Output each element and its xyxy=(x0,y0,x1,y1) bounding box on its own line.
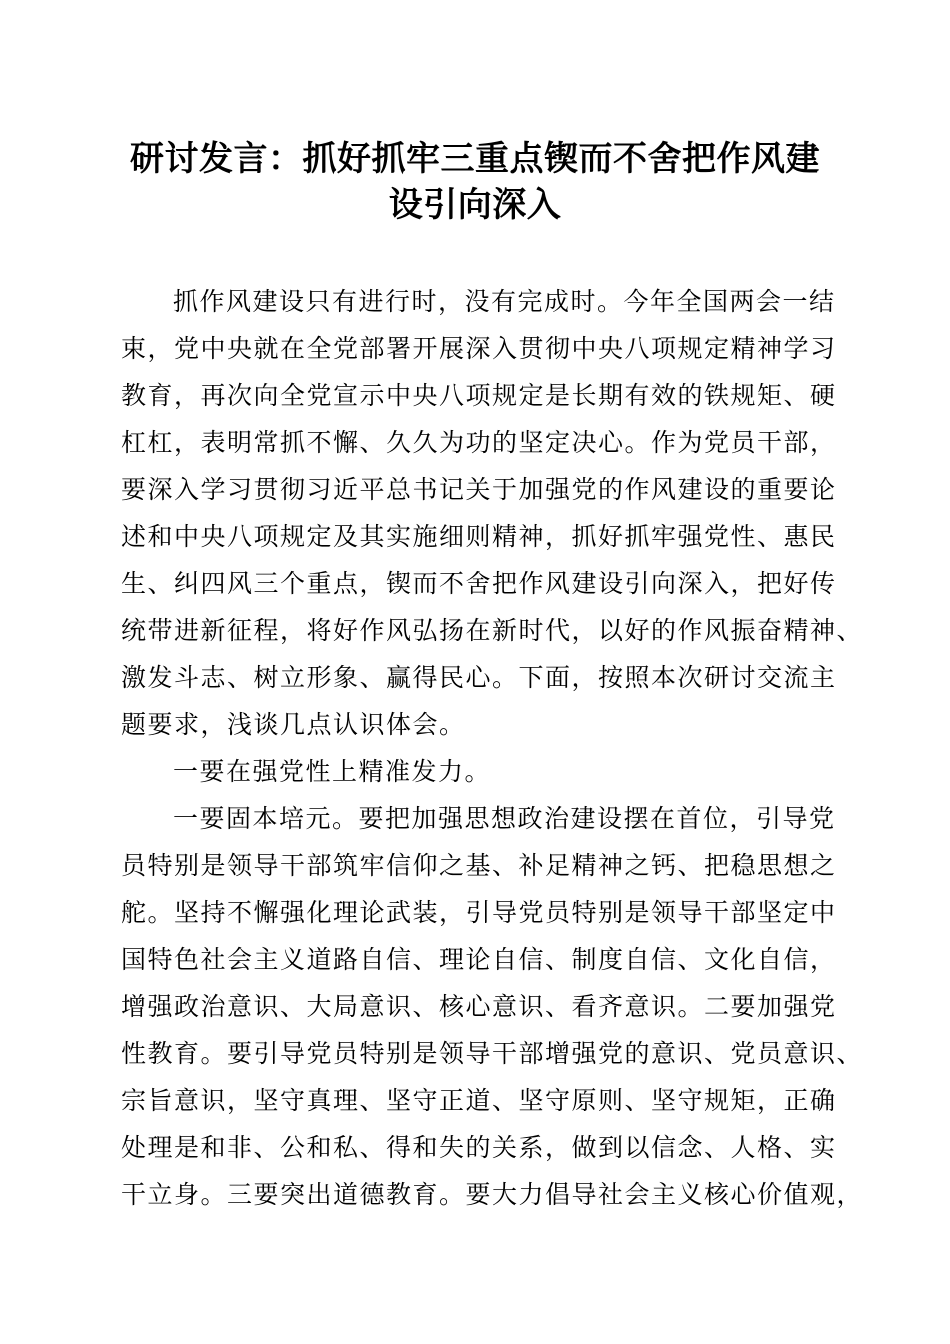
body-line: 一要固本培元。要把加强思想政治建设摆在首位，引导党 xyxy=(173,804,836,833)
body-line: 增强政治意识、大局意识、核心意识、看齐意识。二要加强党 xyxy=(121,992,837,1021)
section-heading: 一要在强党性上精准发力。 xyxy=(173,757,492,786)
body-line: 国特色社会主义道路自信、理论自信、制度自信、文化自信， xyxy=(121,945,837,974)
body-line: 题要求，浅谈几点认识体会。 xyxy=(121,710,466,739)
body-line: 处理是和非、公和私、得和失的关系，做到以信念、人格、实 xyxy=(121,1133,837,1162)
body-line: 要深入学习贯彻习近平总书记关于加强党的作风建设的重要论 xyxy=(121,475,837,504)
body-line: 统带进新征程，将好作风弘扬在新时代，以好的作风振奋精神、 xyxy=(121,616,864,645)
paragraph-section-one xyxy=(121,795,864,1218)
body-line: 束，党中央就在全党部署开展深入贯彻中央八项规定精神学习 xyxy=(121,334,837,363)
body-line: 宗旨意识，坚守真理、坚守正道、坚守原则、坚守规矩，正确 xyxy=(121,1086,837,1115)
body-line: 抓作风建设只有进行时，没有完成时。今年全国两会一结 xyxy=(173,287,836,316)
paragraph-intro xyxy=(121,278,864,748)
body-line: 杠杠，表明常抓不懈、久久为功的坚定决心。作为党员干部， xyxy=(121,428,837,457)
document-body xyxy=(121,278,864,1218)
body-line: 生、纠四风三个重点，锲而不舍把作风建设引向深入，把好传 xyxy=(121,569,837,598)
body-line: 性教育。要引导党员特别是领导干部增强党的意识、党员意识、 xyxy=(121,1039,864,1068)
paragraph-heading xyxy=(121,748,833,795)
body-line: 教育，再次向全党宣示中央八项规定是长期有效的铁规矩、硬 xyxy=(121,381,837,410)
title-line: 设引向深入 xyxy=(388,185,562,225)
body-line: 述和中央八项规定及其实施细则精神，抓好抓牢强党性、惠民 xyxy=(121,522,837,551)
body-line: 干立身。三要突出道德教育。要大力倡导社会主义核心价值观， xyxy=(121,1180,864,1209)
body-line: 舵。坚持不懈强化理论武装，引导党员特别是领导干部坚定中 xyxy=(121,898,837,927)
title-line: 研讨发言：抓好抓牢三重点锲而不舍把作风建 xyxy=(130,139,820,179)
body-line: 激发斗志、树立形象、赢得民心。下面，按照本次研讨交流主 xyxy=(121,663,837,692)
body-line: 员特别是领导干部筑牢信仰之基、补足精神之钙、把稳思想之 xyxy=(121,851,837,880)
document-title xyxy=(100,136,850,228)
